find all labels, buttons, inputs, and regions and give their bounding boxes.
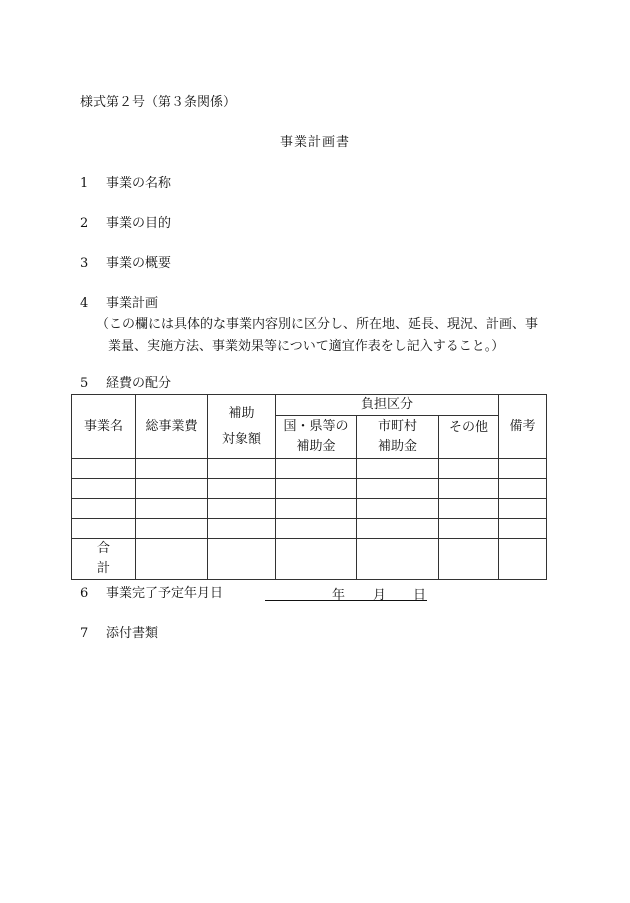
section-heading: 事業の目的 <box>106 216 172 231</box>
section-7 <box>80 626 158 642</box>
header-municipal-line-2: 補助金 <box>377 439 417 454</box>
month-label: 月 <box>373 588 387 603</box>
form-number-label: 様式第２号（第３条関係） <box>80 95 237 110</box>
section-heading: 事業計画 <box>106 296 159 311</box>
section-5 <box>80 376 171 392</box>
section-number: 3 <box>80 256 89 271</box>
completion-date-field <box>265 584 427 601</box>
total-label: 合計 <box>72 539 136 580</box>
section-number: 1 <box>80 176 89 191</box>
header-national-line-2: 補助金 <box>296 439 336 454</box>
section-number: 2 <box>80 216 89 231</box>
header-project-name: 事業名 <box>72 395 136 459</box>
plan-instructions-line-1: （この欄には具体的な事業内容別に区分し、所在地、延長、現況、計画、事 <box>96 317 539 332</box>
header-other: その他 <box>439 416 499 459</box>
plan-instructions <box>96 314 538 358</box>
year-label: 年 <box>332 588 346 603</box>
plan-instructions-line-2: 業量、実施方法、事業効果等について適宜作表をし記入すること。） <box>108 339 505 354</box>
section-heading: 事業完了予定年月日 <box>106 586 224 601</box>
table-row <box>72 479 547 499</box>
table-row <box>72 499 547 519</box>
header-national-line-1: 国・県等の <box>283 419 349 434</box>
section-1 <box>80 176 171 192</box>
section-4 <box>80 296 158 312</box>
header-subsidy-target-line-1: 補助 <box>228 405 255 421</box>
section-6 <box>80 586 223 602</box>
header-subsidy-target-line-2: 対象額 <box>221 431 261 447</box>
header-municipal-line-1: 市町村 <box>377 419 417 434</box>
section-number: 6 <box>80 586 89 601</box>
section-3 <box>80 256 171 272</box>
section-number: 5 <box>80 376 89 391</box>
day-label: 日 <box>413 588 427 603</box>
section-heading: 事業の概要 <box>106 256 172 271</box>
table-row <box>72 459 547 479</box>
document-title: 事業計画書 <box>279 135 350 150</box>
table-row <box>72 519 547 539</box>
expense-allocation-table <box>71 394 547 580</box>
header-total-cost: 総事業費 <box>136 395 208 459</box>
section-heading: 添付書類 <box>106 626 159 641</box>
header-remarks: 備考 <box>499 395 547 459</box>
section-heading: 事業の名称 <box>106 176 172 191</box>
section-number: 4 <box>80 296 89 311</box>
header-municipal-subsidy <box>357 416 439 459</box>
header-subsidy-target <box>208 395 276 459</box>
total-row <box>72 539 547 580</box>
header-national-subsidy <box>276 416 357 459</box>
section-2 <box>80 216 171 232</box>
section-heading: 経費の配分 <box>106 376 172 391</box>
section-number: 7 <box>80 626 89 641</box>
header-burden-division: 負担区分 <box>276 395 499 416</box>
